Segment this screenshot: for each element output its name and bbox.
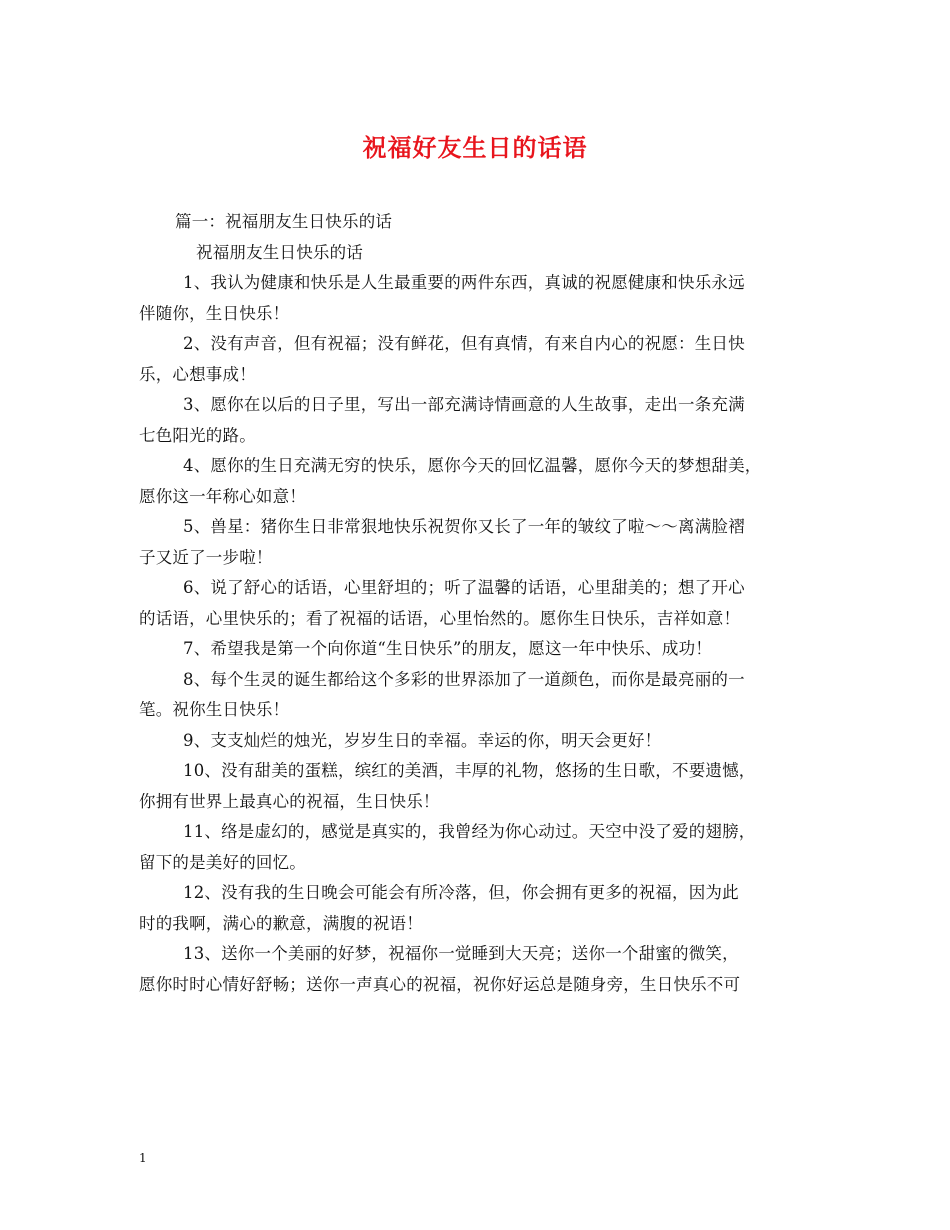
text-line: 2、没有声音，但有祝福；没有鲜花，但有真情，有来自内心的祝愿：生日快 [183, 334, 745, 353]
text-line: 9、支支灿烂的烛光，岁岁生日的幸福。幸运的你，明天会更好！ [183, 730, 662, 750]
text-line: 12、没有我的生日晚会可能会有所冷落，但，你会拥有更多的祝福，因为此 [183, 883, 739, 902]
page-number: 1 [139, 1151, 147, 1165]
text-line: 8、每个生灵的诞生都给这个多彩的世界添加了一道颜色，而你是最亮丽的一 [183, 669, 745, 689]
text-line: 篇一：祝福朋友生日快乐的话 [175, 212, 393, 231]
text-line: 5、兽星：猪你生日非常狠地快乐祝贺你又长了一年的皱纹了啦～～离满脸褶 [183, 517, 745, 536]
text-line: 乐，心想事成！ [139, 364, 256, 384]
text-line: 13、送你一个美丽的好梦，祝福你一觉睡到大天亮；送你一个甜蜜的微笑， [183, 944, 739, 963]
text-line: 4、愿你的生日充满无穷的快乐，愿你今天的回忆温馨，愿你今天的梦想甜美， [183, 456, 762, 475]
document-title: 祝福好友生日的话语 [362, 133, 588, 162]
text-line: 10、没有甜美的蛋糕，缤红的美酒，丰厚的礼物，悠扬的生日歌，不要遗憾， [183, 761, 756, 780]
text-line: 6、说了舒心的话语，心里舒坦的；听了温馨的话语，心里甜美的；想了开心 [183, 578, 745, 597]
text-line: 愿你这一年称心如意！ [139, 486, 306, 506]
text-line: 11、络是虚幻的，感觉是真实的，我曾经为你心动过。天空中没了爱的翅膀， [183, 822, 756, 841]
text-line: 1、我认为健康和快乐是人生最重要的两件东西，真诚的祝愿健康和快乐永远 [183, 273, 745, 292]
text-line: 你拥有世界上最真心的祝福，生日快乐！ [139, 791, 440, 811]
text-line: 愿你时时心情好舒畅；送你一声真心的祝福，祝你好运总是随身旁，生日快乐不可 [139, 974, 741, 994]
text-line: 子又近了一步啦！ [139, 547, 273, 567]
document-body [139, 207, 819, 1000]
text-line: 留下的是美好的回忆。 [139, 852, 306, 872]
text-line: 的话语，心里快乐的；看了祝福的话语，心里怡然的。愿你生日快乐，吉祥如意！ [139, 608, 741, 628]
text-line: 七色阳光的路。 [139, 425, 256, 445]
text-line: 3、愿你在以后的日子里，写出一部充满诗情画意的人生故事，走出一条充满 [183, 395, 745, 414]
text-line: 祝福朋友生日快乐的话 [196, 242, 363, 262]
text-line: 时的我啊，满心的歉意，满腹的祝语！ [139, 913, 423, 933]
text-line: 伴随你，生日快乐！ [139, 303, 290, 323]
text-line: 7、希望我是第一个向你道“生日快乐”的朋友，愿这一年中快乐、成功！ [183, 639, 712, 658]
text-line: 笔。祝你生日快乐！ [139, 700, 290, 719]
